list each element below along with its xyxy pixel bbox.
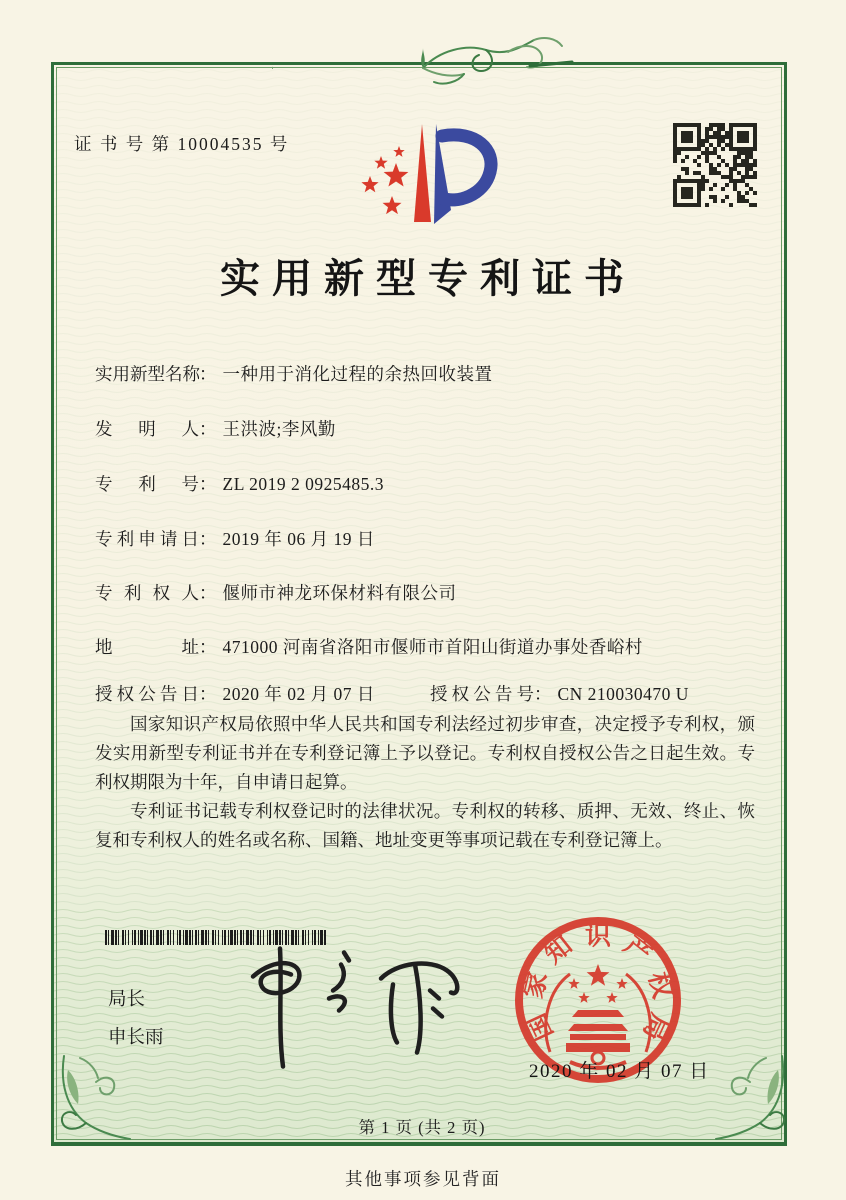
svg-text:识: 识	[584, 921, 612, 951]
commissioner-role: 局长	[108, 988, 146, 1009]
field-row-inventor	[95, 416, 775, 440]
field-label: 专利号	[95, 474, 199, 494]
field-colon: ：	[199, 474, 217, 494]
field-label: 发明人	[95, 419, 199, 439]
svg-text:国: 国	[521, 1009, 559, 1045]
field-value: ZL 2019 2 0925485.3	[222, 474, 384, 494]
qr-code	[671, 121, 759, 211]
field-label: 实用新型名称	[95, 364, 200, 384]
cnipa-logo	[330, 106, 528, 238]
legal-text	[95, 710, 755, 855]
field-colon: ：	[534, 684, 552, 704]
field-label: 专利申请日	[95, 529, 199, 549]
field-row-patent-number	[95, 471, 775, 495]
top-scroll-ornament	[272, 26, 574, 94]
page-number: 第 1 页 (共 2 页)	[358, 1118, 486, 1137]
field-value: 2019 年 06 月 19 日	[222, 529, 375, 549]
seal-date: 2020 年 02 月 07 日	[529, 1061, 710, 1082]
certificate-number: 证 书 号 第 10004535 号	[74, 134, 290, 154]
svg-text:产: 产	[618, 930, 657, 970]
field-value: 偃师市神龙环保材料有限公司	[222, 583, 457, 603]
field-colon: ：	[199, 529, 217, 549]
field-value: CN 210030470 U	[557, 684, 689, 704]
logo-p-bowl	[442, 135, 491, 200]
field-value: 471000 河南省洛阳市偃师市首阳山街道办事处香峪村	[222, 637, 643, 657]
legal-paragraph-1: 国家知识产权局依照中华人民共和国专利法经过初步审查，决定授予专利权，颁发实用新型专利证书并在专利登记簿上予以登记。专利权自授权公告之日起生效。专利权期限为十年，自申请日起算。	[95, 714, 755, 792]
field-row-grant-date	[95, 681, 775, 705]
field-colon: ：	[199, 684, 217, 704]
field-row-address	[95, 634, 775, 658]
field-grant-number	[430, 681, 689, 706]
commissioner-block	[108, 980, 164, 1056]
field-label: 地址	[95, 637, 199, 657]
field-colon: ：	[199, 583, 217, 603]
svg-text:权: 权	[643, 969, 678, 1002]
legal-paragraph-2: 专利证书记载专利权登记时的法律状况。专利权的转移、质押、无效、终止、恢复和专利权人的姓名或名称、国籍、地址变更等事项记载在专利登记簿上。	[95, 801, 755, 850]
field-label: 授权公告日	[95, 684, 199, 704]
logo-red-wedge	[414, 124, 431, 222]
field-colon: ：	[199, 419, 217, 439]
field-label: 授权公告号	[430, 684, 534, 704]
svg-text:知: 知	[539, 930, 578, 970]
field-value: 一种用于消化过程的余热回收装置	[222, 364, 493, 384]
svg-text:局: 局	[637, 1009, 675, 1045]
field-row-patentee	[95, 580, 775, 604]
field-value: 王洪波;李风勤	[222, 419, 336, 439]
commissioner-name: 申长雨	[108, 1026, 164, 1047]
commissioner-signature	[225, 933, 475, 1071]
field-value: 2020 年 02 月 07 日	[222, 684, 375, 704]
field-colon: ：	[199, 364, 217, 384]
footer-note: 其他事项参见背面	[345, 1169, 501, 1189]
certificate-title: 实用新型专利证书	[220, 256, 636, 301]
field-row-name	[95, 361, 775, 385]
field-row-filing-date	[95, 526, 775, 550]
field-colon: ：	[199, 637, 217, 657]
field-label: 专利权人	[95, 583, 199, 603]
svg-text:家: 家	[518, 969, 553, 1002]
